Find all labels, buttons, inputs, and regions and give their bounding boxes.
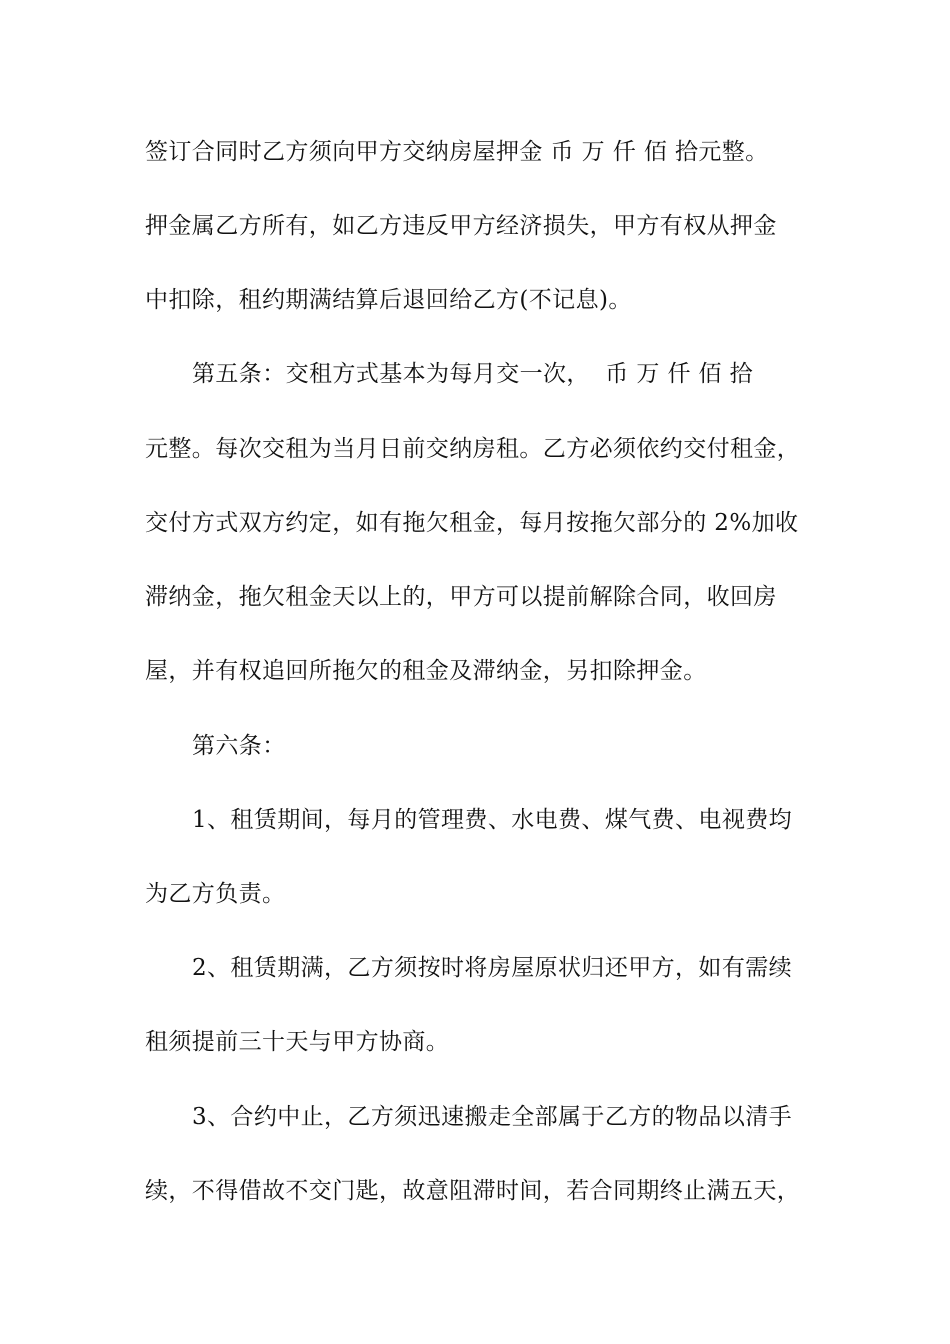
- article-5-line: 第五条：交租方式基本为每月交一次， 币 万 仟 佰 拾: [192, 361, 754, 387]
- clause-1-line: 1、租赁期间，每月的管理费、水电费、煤气费、电视费均: [192, 807, 793, 833]
- paragraph-line: 续，不得借故不交门匙，故意阻滞时间，若合同期终止满五天，: [145, 1178, 801, 1204]
- paragraph-line: 元整。每次交租为当月日前交纳房租。乙方必须依约交付租金，: [145, 436, 801, 462]
- paragraph-line: 签订合同时乙方须向甲方交纳房屋押金 币 万 仟 佰 拾元整。: [145, 139, 769, 165]
- paragraph-line: 滞纳金，拖欠租金天以上的，甲方可以提前解除合同，收回房: [145, 584, 777, 610]
- article-6-heading: 第六条：: [192, 733, 286, 759]
- paragraph-line: 租须提前三十天与甲方协商。: [145, 1029, 450, 1055]
- clause-2-line: 2、租赁期满，乙方须按时将房屋原状归还甲方，如有需续: [192, 955, 793, 981]
- paragraph-line: 屋，并有权追回所拖欠的租金及滞纳金，另扣除押金。: [145, 658, 707, 684]
- paragraph-line: 押金属乙方所有，如乙方违反甲方经济损失，甲方有权从押金: [145, 213, 777, 239]
- paragraph-line: 中扣除，租约期满结算后退回给乙方(不记息)。: [145, 287, 632, 313]
- clause-3-line: 3、合约中止，乙方须迅速搬走全部属于乙方的物品以清手: [192, 1104, 793, 1130]
- paragraph-line: 交付方式双方约定，如有拖欠租金，每月按拖欠部分的 2%加收: [145, 510, 799, 536]
- paragraph-line: 为乙方负责。: [145, 881, 286, 907]
